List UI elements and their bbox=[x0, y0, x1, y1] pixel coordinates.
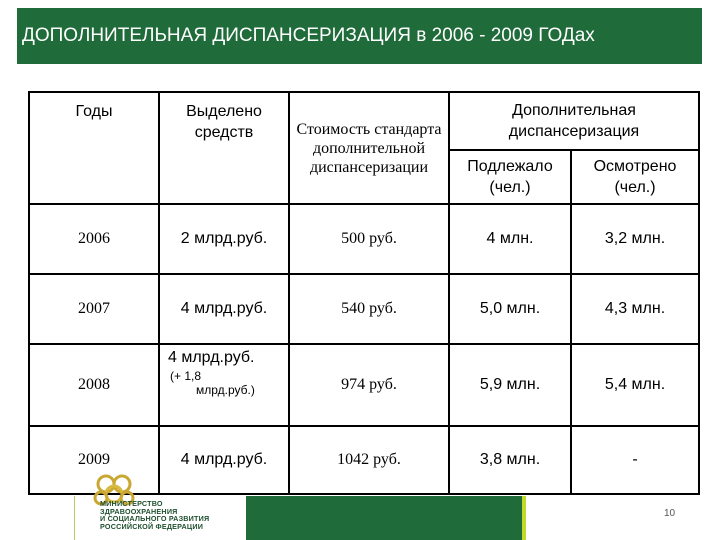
statistics-table bbox=[28, 91, 700, 495]
ministry-name bbox=[100, 500, 209, 530]
allocated-note-line-1: (+ 1,8 bbox=[170, 369, 202, 383]
header-examined: Осмотрено (чел.) bbox=[571, 150, 699, 204]
cell-cost: 974 руб. bbox=[289, 344, 449, 426]
table-row bbox=[29, 274, 699, 344]
table-row bbox=[29, 204, 699, 274]
cell-subject: 4 млн. bbox=[449, 204, 571, 274]
header-row-1 bbox=[29, 92, 699, 150]
cell-allocated: 2 млрд.руб. bbox=[159, 204, 289, 274]
header-standard-cost: Стоимость стандарта дополнительной диспансеризации bbox=[289, 92, 449, 204]
title-bar bbox=[17, 8, 702, 64]
statistics-table-wrapper bbox=[28, 91, 698, 493]
cell-allocated: 4 млрд.руб. bbox=[159, 274, 289, 344]
footer-green-block bbox=[246, 496, 522, 540]
cell-subject: 5,9 млн. bbox=[449, 344, 571, 426]
cell-year: 2008 bbox=[29, 344, 159, 426]
header-years: Годы bbox=[29, 92, 159, 204]
cell-examined: 4,3 млн. bbox=[571, 274, 699, 344]
cell-examined: - bbox=[571, 426, 699, 494]
cell-subject: 3,8 млн. bbox=[449, 426, 571, 494]
cell-year: 2006 bbox=[29, 204, 159, 274]
ministry-name-line: МИНИСТЕРСТВО bbox=[100, 499, 163, 508]
footer-accent-strip bbox=[522, 496, 526, 540]
allocated-note-line-2: млрд.руб.) bbox=[196, 383, 255, 397]
header-subject: Подлежало (чел.) bbox=[449, 150, 571, 204]
cell-year: 2009 bbox=[29, 426, 159, 494]
footer-divider bbox=[74, 496, 75, 540]
cell-cost: 1042 руб. bbox=[289, 426, 449, 494]
ministry-name-line: РОССИЙСКОЙ ФЕДЕРАЦИИ bbox=[100, 521, 204, 531]
cell-allocated bbox=[159, 344, 289, 426]
page-number: 10 bbox=[664, 508, 676, 519]
cell-allocated: 4 млрд.руб. bbox=[159, 426, 289, 494]
allocated-value: 4 млрд.руб. bbox=[168, 349, 255, 366]
cell-examined: 5,4 млн. bbox=[571, 344, 699, 426]
slide-title: ДОПОЛНИТЕЛЬНАЯ ДИСПАНСЕРИЗАЦИЯ в 2006 - 2009 ГОДах bbox=[22, 25, 595, 46]
table-row bbox=[29, 344, 699, 426]
header-allocated: Выделено средств bbox=[159, 92, 289, 204]
cell-subject: 5,0 млн. bbox=[449, 274, 571, 344]
ministry-name-line: ЗДРАВООХРАНЕНИЯ bbox=[100, 506, 178, 516]
ministry-name-line: И СОЦИАЛЬНОГО РАЗВИТИЯ bbox=[100, 514, 210, 524]
cell-cost: 500 руб. bbox=[289, 204, 449, 274]
cell-cost: 540 руб. bbox=[289, 274, 449, 344]
cell-examined: 3,2 млн. bbox=[571, 204, 699, 274]
cell-year: 2007 bbox=[29, 274, 159, 344]
header-extra-screening: Дополнительная диспансеризация bbox=[449, 92, 699, 150]
